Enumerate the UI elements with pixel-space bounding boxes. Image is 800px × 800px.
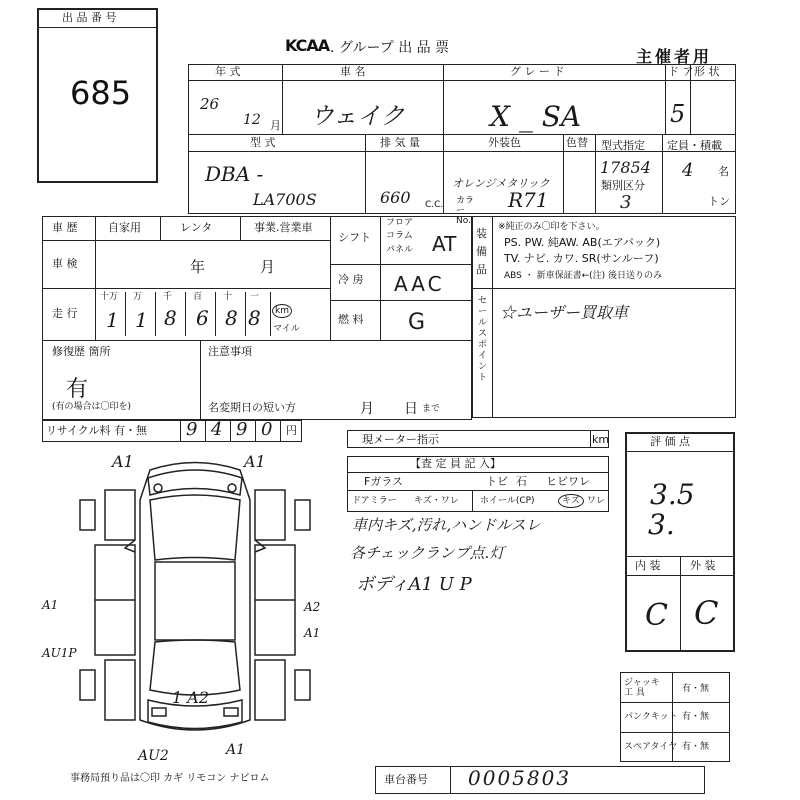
organizer-label: 主催者用	[636, 47, 713, 66]
history-label: 車 歴	[52, 221, 78, 234]
km-unit[interactable]: km	[272, 304, 292, 318]
grade-label: グ レ ー ド	[510, 65, 565, 78]
class-label: 類別区分	[601, 179, 645, 192]
displacement-label: 排 気 量	[380, 136, 420, 149]
exterior-grade: C	[694, 594, 719, 632]
glass-label: Fガラス	[364, 475, 403, 488]
grade-score-line-1: 3.5	[650, 478, 695, 511]
lot-number-value: 685	[70, 74, 132, 112]
capacity-unit-persons: 名	[718, 165, 729, 178]
capacity-value: 4	[682, 160, 694, 181]
sales-point-value: ☆ユーザー買取車	[500, 303, 629, 322]
fuel-label: 燃 料	[338, 313, 364, 326]
accessory-jack-label: ジャッキ 工 具	[624, 678, 660, 698]
wheel-label: ホイール(CP)	[480, 496, 535, 506]
glass-stone[interactable]: 石	[516, 475, 527, 488]
inspection-month-unit: 月	[260, 258, 276, 276]
grade-score-line-2: 3.	[648, 508, 675, 541]
accessory-spare-value[interactable]: 有・無	[682, 742, 710, 752]
grade-score-label: 評 価 点	[650, 435, 690, 448]
door-value: 5	[670, 100, 686, 128]
caution-label: 注意事項	[208, 345, 252, 358]
form-title: . グループ 出 品 票	[330, 40, 450, 56]
door-label: ド ア	[668, 65, 694, 78]
inspection-year-unit: 年	[190, 258, 206, 276]
brand-logo: KCAA	[285, 36, 330, 55]
mileage-label: 走 行	[52, 307, 78, 320]
equipment-line-3[interactable]: ABS ・ 新車保証書←(注) 後日送りのみ	[504, 271, 663, 281]
repair-history-note: (有の場合は〇印を)	[52, 402, 132, 412]
accessory-spare-label: スペアタイヤ	[624, 742, 678, 752]
model-label: 型 式	[250, 136, 276, 149]
accessory-puncture-label: パンクキット	[624, 712, 678, 722]
history-private[interactable]: 自家用	[108, 221, 141, 234]
type-spec-value: 17854	[600, 158, 651, 177]
mile-unit[interactable]: マイル	[273, 324, 300, 334]
car-name-label: 車 名	[340, 65, 366, 78]
model-value: LA700S	[253, 190, 317, 209]
depot-items-footer: 事務局預り品は〇印 カギ リモコン ナビロム	[70, 773, 270, 784]
lot-number-label: 出 品 番 号	[62, 11, 117, 24]
shift-label: シフト	[338, 231, 371, 244]
expiry-label: 名変期日の短い方	[208, 401, 296, 414]
wheel-option-crack[interactable]: ワレ	[587, 496, 606, 506]
ac-value: AAC	[394, 272, 445, 296]
shift-panel[interactable]: パネル	[386, 245, 414, 255]
history-rental[interactable]: レンタ	[180, 221, 213, 234]
inspector-note-2: 各チェックランプ点.灯	[350, 544, 505, 562]
fuel-value: G	[408, 310, 426, 335]
inspector-note-3: ボディA1 U P	[356, 574, 472, 595]
month-unit: 月	[270, 119, 281, 132]
inspector-note-1: 車内キズ,汚れ,ハンドルスレ	[352, 516, 541, 534]
expiry-suffix: まで	[422, 404, 441, 414]
color-number-value: R71	[508, 188, 549, 212]
chassis-value: 0005803	[468, 766, 572, 790]
interior-grade: C	[645, 598, 668, 633]
equipment-line-1[interactable]: PS. PW. 純AW. AB(エアバック)	[504, 236, 661, 249]
color-change-label: 色替	[566, 136, 588, 149]
glass-chip[interactable]: トビ	[486, 475, 508, 488]
mirror-label: ドアミラー	[352, 496, 397, 506]
equipment-line-2[interactable]: TV. ナビ. カワ. SR(サンルーフ)	[504, 252, 659, 265]
color-label: 外装色	[488, 136, 521, 149]
class-value: 3	[620, 192, 632, 213]
repair-history-label: 修復歴 箇所	[52, 345, 111, 358]
accessory-jack-value[interactable]: 有・無	[682, 684, 710, 694]
year-value: 26	[200, 95, 220, 113]
accessory-puncture-value[interactable]: 有・無	[682, 712, 710, 722]
glass-crack[interactable]: ヒビワレ	[546, 475, 590, 488]
grade-value: X _ SA	[490, 100, 582, 133]
mirror-options[interactable]: キズ・ワレ	[414, 496, 459, 506]
shift-floor[interactable]: フロア	[386, 218, 414, 228]
color-value: オレンジメタリック	[452, 177, 550, 190]
car-name-value: ウェイク	[310, 102, 405, 130]
ac-label: 冷 房	[338, 273, 364, 286]
recycle-fee-label: リサイクル料 有・無	[46, 424, 147, 437]
interior-label: 内 装	[635, 559, 661, 572]
meter-label: 現メーター指示	[362, 433, 439, 446]
equipment-note: ※純正のみ〇印を下さい。	[498, 222, 605, 232]
cc-unit: C.C.	[425, 200, 444, 210]
recycle-unit: 円	[286, 424, 297, 437]
shape-label: 形 状	[694, 65, 720, 78]
capacity-unit-tons: トン	[708, 195, 730, 208]
year-label: 年 式	[215, 65, 241, 78]
model-value-prefix: DBA -	[205, 162, 264, 186]
displacement-value: 660	[380, 188, 411, 207]
type-spec-label: 型式指定	[601, 139, 645, 152]
shift-value: AT	[432, 232, 457, 256]
capacity-label: 定員・積載	[667, 139, 722, 152]
equipment-side-label: 装 備 品	[476, 227, 487, 276]
month-value: 12	[243, 112, 261, 128]
meter-unit: km	[592, 433, 610, 446]
sales-point-label: セールスポイント	[478, 296, 488, 383]
expiry-month: 月	[360, 401, 374, 417]
chassis-label: 車台番号	[384, 773, 428, 786]
inspection-label: 車 検	[52, 257, 78, 270]
exterior-label: 外 装	[690, 559, 716, 572]
color-number-label: カラー No.	[456, 196, 475, 226]
inspector-title: 【査 定 員 記 入】	[410, 457, 501, 470]
repair-history-value: 有	[66, 377, 89, 402]
wheel-option-scratch[interactable]: キズ	[558, 494, 584, 508]
history-commercial[interactable]: 事業.営業車	[254, 221, 313, 234]
shift-column[interactable]: コラム	[386, 231, 413, 241]
expiry-day: 日	[404, 401, 418, 417]
